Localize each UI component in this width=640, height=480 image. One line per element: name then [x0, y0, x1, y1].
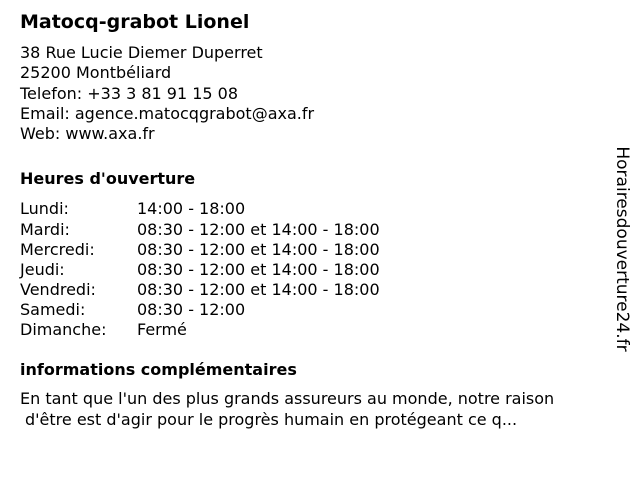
business-name: Matocq-grabot Lionel — [20, 11, 250, 33]
day-hours: 08:30 - 12:00 et 14:00 - 18:00 — [137, 259, 380, 279]
street-address: 38 Rue Lucie Diemer Duperret — [20, 43, 263, 62]
hours-row-monday — [20, 199, 610, 219]
day-hours: 08:30 - 12:00 — [137, 299, 246, 319]
day-label: Dimanche: — [20, 320, 107, 340]
day-hours: 08:30 - 12:00 et 14:00 - 18:00 — [137, 239, 380, 259]
day-label: Samedi: — [20, 299, 86, 319]
city-address: 25200 Montbéliard — [20, 63, 172, 83]
email-line: Email: agence.matocqgrabot@axa.fr — [20, 103, 315, 123]
contact-block — [20, 43, 610, 144]
info-text-line: En tant que l'un des plus grands assureurs au monde, notre raison — [20, 389, 555, 409]
web-line: Web: www.axa.fr — [20, 124, 155, 144]
opening-hours-heading: Heures d'ouverture — [20, 169, 196, 189]
phone-line: Telefon: +33 3 81 91 15 08 — [20, 83, 239, 103]
day-hours: Fermé — [137, 320, 187, 340]
opening-hours-list — [20, 199, 610, 340]
info-text-line: d'être est d'agir pour le progrès humain en protégeant ce q... — [25, 409, 518, 429]
hours-row-saturday — [20, 300, 610, 320]
day-label: Lundi: — [20, 199, 69, 219]
day-hours: 08:30 - 12:00 et 14:00 - 18:00 — [137, 219, 380, 239]
additional-info-text — [20, 389, 610, 430]
hours-row-wednesday — [20, 240, 610, 260]
hours-row-friday — [20, 280, 610, 300]
day-hours: 08:30 - 12:00 et 14:00 - 18:00 — [137, 279, 380, 299]
additional-info-heading: informations complémentaires — [20, 360, 297, 380]
business-card — [20, 10, 610, 430]
day-label: Mardi: — [20, 219, 70, 239]
hours-row-tuesday — [20, 220, 610, 240]
day-label: Mercredi: — [20, 239, 95, 259]
hours-row-sunday — [20, 320, 610, 340]
day-label: Vendredi: — [20, 279, 96, 299]
day-label: Jeudi: — [20, 259, 65, 279]
site-credit-vertical-text: Horairesdouverture24.fr — [612, 146, 632, 352]
day-hours: 14:00 - 18:00 — [137, 199, 246, 219]
hours-row-thursday — [20, 260, 610, 280]
